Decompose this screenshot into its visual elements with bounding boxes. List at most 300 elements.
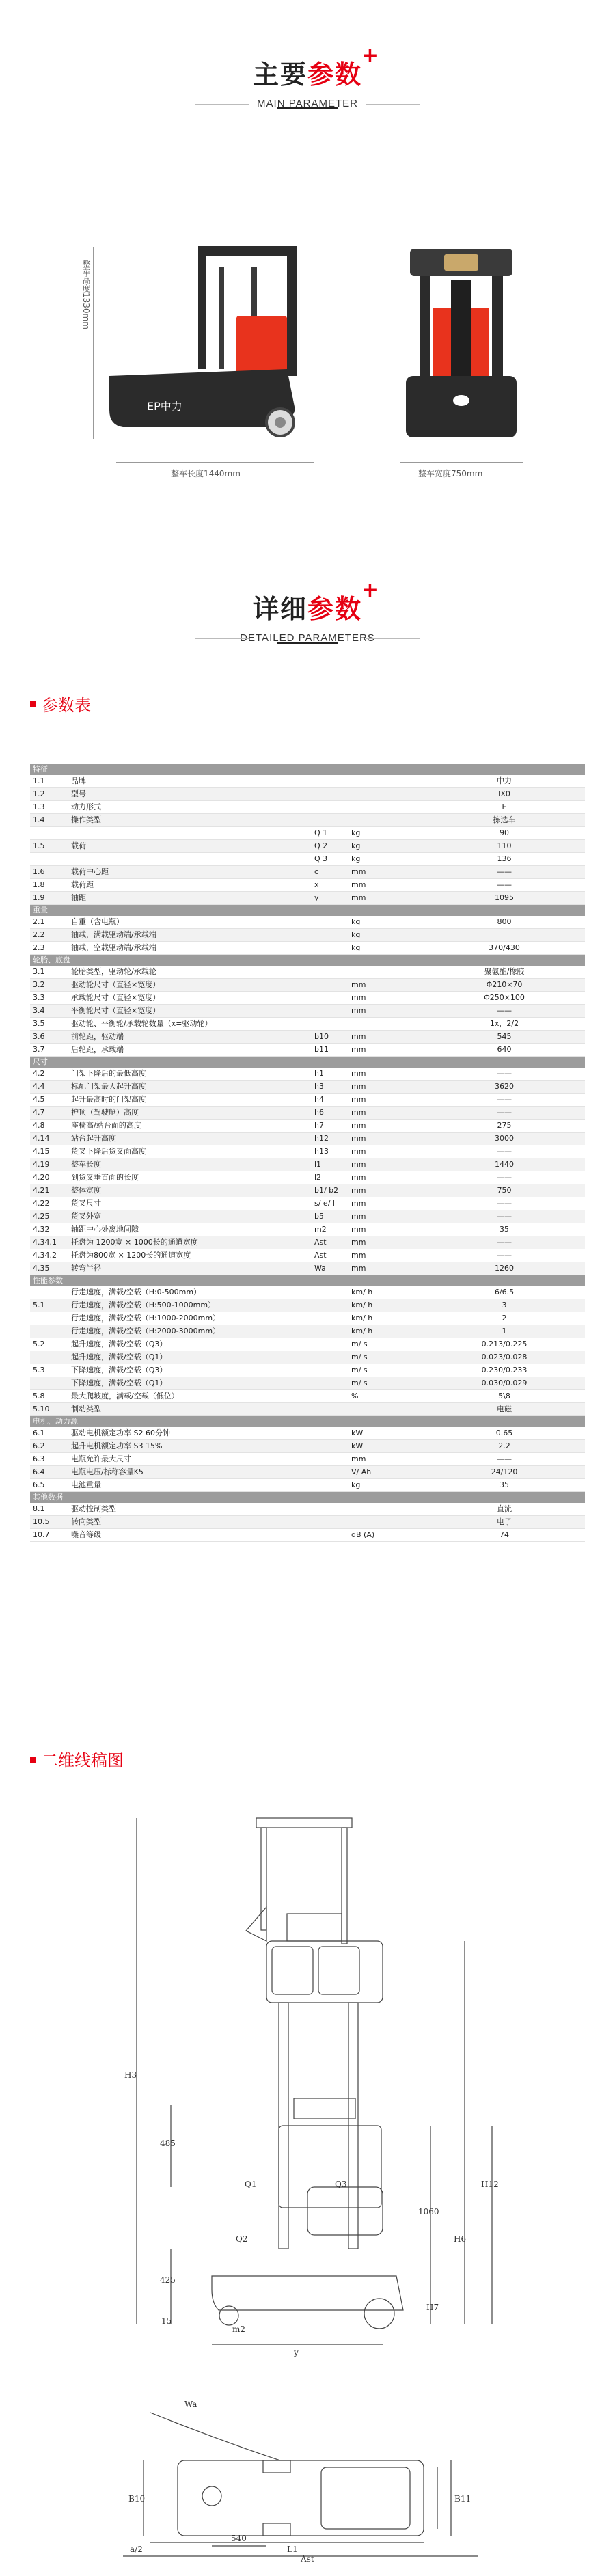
spec-symbol bbox=[314, 1440, 351, 1452]
spec-symbol bbox=[314, 1453, 351, 1465]
spec-unit: mm bbox=[351, 1147, 366, 1156]
spec-symbol bbox=[314, 916, 351, 928]
spec-symbol: Q 2 bbox=[314, 841, 328, 850]
spec-value: —— bbox=[497, 867, 512, 876]
spec-row bbox=[30, 1120, 585, 1133]
spec-desc: 下降速度，满载/空载（Q3） bbox=[71, 1366, 167, 1374]
spec-desc: 轴距中心处离地间隙 bbox=[71, 1225, 139, 1234]
svg-text:H6: H6 bbox=[454, 2234, 467, 2244]
spec-no: 6.4 bbox=[33, 1467, 45, 1476]
spec-unit: mm bbox=[351, 1069, 366, 1078]
spec-symbol bbox=[314, 788, 351, 800]
bullet-icon bbox=[30, 701, 36, 707]
spec-desc: 前轮距，驱动端 bbox=[71, 1032, 124, 1041]
spec-symbol: b1/ b2 bbox=[314, 1186, 339, 1195]
spec-unit: kg bbox=[351, 930, 361, 939]
spec-unit: mm bbox=[351, 1454, 366, 1463]
spec-symbol: x bbox=[314, 880, 319, 889]
spec-symbol bbox=[314, 1299, 351, 1312]
spec-symbol bbox=[314, 1516, 351, 1528]
svg-text:L1: L1 bbox=[287, 2545, 298, 2554]
spec-unit: km/ h bbox=[351, 1314, 373, 1323]
svg-text:H7: H7 bbox=[426, 2303, 439, 2312]
spec-unit: mm bbox=[351, 1186, 366, 1195]
spec-value: 35 bbox=[500, 1480, 509, 1489]
svg-text:Q1: Q1 bbox=[245, 2180, 257, 2189]
height-dimension-line bbox=[93, 247, 94, 439]
width-dimension-label: 整车宽度750mm bbox=[418, 469, 483, 478]
spec-row bbox=[30, 1325, 585, 1338]
spec-no: 3.6 bbox=[33, 1032, 45, 1041]
spec-desc: 载荷距 bbox=[71, 880, 94, 889]
spec-value: 1095 bbox=[495, 893, 514, 902]
spec-value: 0.030/0.029 bbox=[481, 1379, 528, 1387]
spec-no: 4.19 bbox=[33, 1160, 50, 1169]
spec-row bbox=[30, 1299, 585, 1312]
spec-unit: km/ h bbox=[351, 1327, 373, 1336]
spec-unit: mm bbox=[351, 1173, 366, 1182]
spec-row bbox=[30, 1171, 585, 1184]
spec-row bbox=[30, 814, 585, 827]
spec-no: 3.4 bbox=[33, 1006, 45, 1015]
spec-no: 1.2 bbox=[33, 789, 45, 798]
spec-symbol bbox=[314, 1338, 351, 1351]
spec-desc: 品牌 bbox=[71, 776, 86, 785]
spec-desc: 轮胎类型，驱动轮/承载轮 bbox=[71, 967, 156, 976]
spec-unit: mm bbox=[351, 1121, 366, 1130]
spec-no: 1.9 bbox=[33, 893, 45, 902]
spec-symbol: y bbox=[314, 893, 319, 902]
spec-unit: mm bbox=[351, 1108, 366, 1117]
spec-desc: 承载轮尺寸（直径×宽度） bbox=[71, 993, 161, 1002]
spec-symbol: s/ e/ l bbox=[314, 1199, 335, 1208]
spec-symbol: h6 bbox=[314, 1108, 324, 1117]
spec-unit: mm bbox=[351, 1238, 366, 1247]
spec-row bbox=[30, 1453, 585, 1466]
spec-group-header: 轮胎、底盘 bbox=[30, 955, 585, 966]
spec-value: 3 bbox=[502, 1301, 507, 1310]
spec-no bbox=[30, 1351, 71, 1364]
spec-symbol bbox=[314, 1364, 351, 1377]
spec-desc: 下降速度，满载/空载（Q1） bbox=[71, 1379, 167, 1387]
spec-no: 4.8 bbox=[33, 1121, 45, 1130]
spec-unit: mm bbox=[351, 980, 366, 989]
spec-value: 136 bbox=[497, 854, 512, 863]
spec-unit bbox=[351, 775, 424, 787]
spec-value: 电子 bbox=[497, 1517, 512, 1526]
spec-desc: 行走速度，满载/空载（H:500-1000mm） bbox=[71, 1301, 216, 1310]
spec-value: 3000 bbox=[495, 1134, 514, 1143]
spec-desc bbox=[71, 827, 314, 839]
spec-no: 2.1 bbox=[33, 917, 45, 926]
spec-row bbox=[30, 979, 585, 992]
spec-value: —— bbox=[497, 1095, 512, 1104]
spec-no: 10.7 bbox=[33, 1530, 50, 1539]
spec-desc: 货叉尺寸 bbox=[71, 1199, 101, 1208]
spec-value: 275 bbox=[497, 1121, 512, 1130]
spec-symbol: Wa bbox=[314, 1264, 326, 1273]
spec-no: 5.3 bbox=[33, 1366, 45, 1374]
spec-desc: 站台起升高度 bbox=[71, 1134, 116, 1143]
spec-desc: 制动类型 bbox=[71, 1405, 101, 1413]
spec-no bbox=[30, 827, 71, 839]
spec-unit: m/ s bbox=[351, 1353, 368, 1361]
spec-value: 2 bbox=[502, 1314, 507, 1323]
spec-value bbox=[424, 929, 585, 941]
spec-row bbox=[30, 775, 585, 788]
detailed-params-heading bbox=[0, 578, 615, 644]
spec-desc: 驱动控制类型 bbox=[71, 1504, 116, 1513]
spec-symbol bbox=[314, 1390, 351, 1402]
drawing-title: 二维线稿图 bbox=[30, 1747, 124, 1771]
length-dimension-line bbox=[116, 462, 314, 463]
spec-row bbox=[30, 840, 585, 853]
spec-no: 4.35 bbox=[33, 1264, 50, 1273]
spec-no: 4.15 bbox=[33, 1147, 50, 1156]
spec-no: 4.34.2 bbox=[33, 1251, 57, 1260]
truck-side-view bbox=[82, 239, 328, 451]
svg-text:485: 485 bbox=[160, 2139, 176, 2148]
spec-desc: 型号 bbox=[71, 789, 86, 798]
spec-value: —— bbox=[497, 880, 512, 889]
spec-symbol: Q 3 bbox=[314, 854, 328, 863]
spec-unit: kg bbox=[351, 828, 361, 837]
spec-row bbox=[30, 1094, 585, 1107]
spec-unit: mm bbox=[351, 1251, 366, 1260]
spec-unit: mm bbox=[351, 1225, 366, 1234]
spec-row bbox=[30, 1403, 585, 1416]
spec-row bbox=[30, 1466, 585, 1479]
spec-no: 3.2 bbox=[33, 980, 45, 989]
spec-no: 4.5 bbox=[33, 1095, 45, 1104]
spec-unit: mm bbox=[351, 1032, 366, 1041]
spec-desc: 托盘为 1200宽 × 1000长的通道宽度 bbox=[71, 1238, 198, 1247]
spec-desc: 载荷中心距 bbox=[71, 867, 109, 876]
spec-symbol bbox=[314, 1286, 351, 1299]
spec-no: 2.2 bbox=[33, 930, 45, 939]
spec-value: 0.230/0.233 bbox=[481, 1366, 528, 1374]
svg-text:1060: 1060 bbox=[418, 2207, 439, 2216]
spec-no bbox=[30, 1312, 71, 1325]
spec-table bbox=[30, 764, 585, 1542]
spec-desc: 载荷 bbox=[71, 841, 86, 850]
spec-no: 5.10 bbox=[33, 1405, 50, 1413]
spec-symbol bbox=[314, 801, 351, 813]
spec-unit: V/ Ah bbox=[351, 1467, 372, 1476]
spec-symbol bbox=[314, 1312, 351, 1325]
spec-row bbox=[30, 1427, 585, 1440]
spec-no: 4.20 bbox=[33, 1173, 50, 1182]
spec-desc: 托盘为800宽 × 1200长的通道宽度 bbox=[71, 1251, 191, 1260]
svg-text:B11: B11 bbox=[454, 2494, 472, 2504]
spec-no: 10.5 bbox=[33, 1517, 50, 1526]
spec-unit: mm bbox=[351, 1006, 366, 1015]
spec-row bbox=[30, 1133, 585, 1145]
spec-no: 4.22 bbox=[33, 1199, 50, 1208]
spec-row bbox=[30, 788, 585, 801]
spec-no: 6.5 bbox=[33, 1480, 45, 1489]
spec-desc: 轴距 bbox=[71, 893, 86, 902]
spec-row bbox=[30, 1068, 585, 1081]
spec-symbol bbox=[314, 1479, 351, 1491]
truck-front-view bbox=[396, 239, 526, 451]
spec-value: 545 bbox=[497, 1032, 512, 1041]
spec-value: 直流 bbox=[497, 1504, 512, 1513]
spec-desc: 平衡轮尺寸（直径×宽度） bbox=[71, 1006, 161, 1015]
spec-value: E bbox=[502, 802, 507, 811]
spec-symbol: h3 bbox=[314, 1082, 324, 1091]
spec-value: 35 bbox=[500, 1225, 509, 1234]
spec-row bbox=[30, 801, 585, 814]
spec-desc: 门架下降后的最低高度 bbox=[71, 1069, 146, 1078]
spec-desc: 操作类型 bbox=[71, 815, 101, 824]
svg-text:Wa: Wa bbox=[184, 2400, 197, 2409]
spec-value: 1 bbox=[502, 1327, 507, 1336]
spec-desc: 电瓶允许最大尺寸 bbox=[71, 1454, 131, 1463]
spec-desc: 轴载，空载驱动端/承载端 bbox=[71, 943, 156, 952]
spec-value: 110 bbox=[497, 841, 512, 850]
svg-text:H12: H12 bbox=[481, 2180, 499, 2189]
spec-unit: kW bbox=[351, 1441, 364, 1450]
spec-desc: 标配门架最大起升高度 bbox=[71, 1082, 146, 1091]
spec-value: Φ210×70 bbox=[486, 980, 523, 989]
spec-symbol bbox=[314, 1427, 351, 1439]
spec-unit: kg bbox=[351, 943, 361, 952]
spec-desc: 电瓶电压/标称容量K5 bbox=[71, 1467, 144, 1476]
spec-row bbox=[30, 1005, 585, 1018]
spec-no bbox=[30, 1286, 71, 1299]
spec-value: —— bbox=[497, 1454, 512, 1463]
spec-row bbox=[30, 1377, 585, 1390]
spec-unit: mm bbox=[351, 880, 366, 889]
spec-unit: mm bbox=[351, 1082, 366, 1091]
spec-unit: mm bbox=[351, 867, 366, 876]
spec-symbol: Q 1 bbox=[314, 828, 328, 837]
spec-row bbox=[30, 1338, 585, 1351]
spec-no: 3.3 bbox=[33, 993, 45, 1002]
spec-row bbox=[30, 866, 585, 879]
spec-value: 5\8 bbox=[498, 1392, 510, 1400]
spec-desc: 后轮距，承载端 bbox=[71, 1045, 124, 1054]
spec-symbol bbox=[314, 775, 351, 787]
spec-value: Φ250×100 bbox=[484, 993, 525, 1002]
spec-row bbox=[30, 1529, 585, 1542]
spec-row bbox=[30, 1184, 585, 1197]
spec-unit bbox=[351, 788, 424, 800]
spec-desc: 噪音等级 bbox=[71, 1530, 101, 1539]
detailed-params-title: 详细参数 + bbox=[252, 578, 381, 624]
spec-row bbox=[30, 929, 585, 942]
spec-desc: 起升电机额定功率 S3 15% bbox=[71, 1441, 163, 1450]
spec-no: 2.3 bbox=[33, 943, 45, 952]
spec-desc: 整体宽度 bbox=[71, 1186, 101, 1195]
spec-row bbox=[30, 1044, 585, 1057]
spec-symbol: h13 bbox=[314, 1147, 329, 1156]
spec-row bbox=[30, 1018, 585, 1031]
spec-table-title: 参数表 bbox=[30, 692, 91, 716]
spec-unit: kg bbox=[351, 841, 361, 850]
spec-row bbox=[30, 827, 585, 840]
spec-desc: 驱动轮尺寸（直径×宽度） bbox=[71, 980, 161, 989]
spec-no: 3.5 bbox=[33, 1019, 45, 1028]
svg-text:Q3: Q3 bbox=[335, 2180, 347, 2189]
spec-desc: 起升速度，满载/空载（Q1） bbox=[71, 1353, 167, 1361]
spec-row bbox=[30, 1516, 585, 1529]
spec-desc: 驱动电机额定功率 S2 60分钟 bbox=[71, 1428, 170, 1437]
spec-value: 370/430 bbox=[489, 943, 520, 952]
spec-symbol bbox=[314, 1005, 351, 1017]
svg-text:Ast: Ast bbox=[301, 2554, 314, 2563]
spec-value: IX0 bbox=[498, 789, 510, 798]
spec-unit bbox=[351, 1018, 424, 1030]
spec-no: 4.21 bbox=[33, 1186, 50, 1195]
svg-text:m2: m2 bbox=[232, 2324, 246, 2334]
spec-desc: 电池重量 bbox=[71, 1480, 101, 1489]
spec-row bbox=[30, 1262, 585, 1275]
spec-desc: 动力形式 bbox=[71, 802, 101, 811]
spec-value: —— bbox=[497, 1173, 512, 1182]
spec-symbol bbox=[314, 966, 351, 978]
spec-no: 3.7 bbox=[33, 1045, 45, 1054]
spec-value: 74 bbox=[500, 1530, 509, 1539]
spec-row bbox=[30, 1107, 585, 1120]
spec-desc: 行走速度，满载/空载（H:1000-2000mm） bbox=[71, 1314, 221, 1323]
spec-value: —— bbox=[497, 1147, 512, 1156]
spec-symbol bbox=[314, 1403, 351, 1415]
spec-no: 4.7 bbox=[33, 1108, 45, 1117]
spec-row bbox=[30, 916, 585, 929]
spec-symbol bbox=[314, 992, 351, 1004]
main-params-title: 主要参数 + bbox=[252, 44, 381, 90]
spec-value: 24/120 bbox=[491, 1467, 518, 1476]
spec-desc: 座椅高/站台面的高度 bbox=[71, 1121, 141, 1130]
spec-desc bbox=[71, 853, 314, 865]
spec-no: 4.14 bbox=[33, 1134, 50, 1143]
spec-unit: dB (A) bbox=[351, 1530, 375, 1539]
spec-unit: mm bbox=[351, 993, 366, 1002]
spec-row bbox=[30, 942, 585, 955]
spec-row bbox=[30, 1249, 585, 1262]
spec-value: 0.023/0.028 bbox=[481, 1353, 528, 1361]
spec-no bbox=[30, 1377, 71, 1389]
spec-unit bbox=[351, 1503, 424, 1515]
detailed-params-subtitle: DETAILED PARAMETERS bbox=[195, 632, 420, 644]
spec-value: 0.213/0.225 bbox=[481, 1340, 528, 1348]
spec-unit bbox=[351, 1403, 424, 1415]
spec-row bbox=[30, 1312, 585, 1325]
spec-value: —— bbox=[497, 1212, 512, 1221]
spec-symbol bbox=[314, 942, 351, 954]
spec-value: 中力 bbox=[497, 776, 512, 785]
spec-value: 3620 bbox=[495, 1082, 514, 1091]
spec-desc: 驱动轮、平衡轮/承载轮数量（x=驱动轮） bbox=[71, 1019, 213, 1028]
spec-value: 1440 bbox=[495, 1160, 514, 1169]
spec-row bbox=[30, 879, 585, 892]
length-dimension-label: 整车长度1440mm bbox=[171, 469, 241, 478]
spec-unit: kg bbox=[351, 917, 361, 926]
svg-text:y: y bbox=[294, 2348, 299, 2357]
spec-value: 1260 bbox=[495, 1264, 514, 1273]
svg-text:B10: B10 bbox=[128, 2494, 146, 2504]
spec-desc: 起升速度，满载/空载（Q3） bbox=[71, 1340, 167, 1348]
spec-symbol bbox=[314, 1325, 351, 1338]
spec-no bbox=[30, 1325, 71, 1338]
spec-symbol bbox=[314, 1377, 351, 1389]
spec-no: 5.2 bbox=[33, 1340, 45, 1348]
spec-no: 1.1 bbox=[33, 776, 45, 785]
spec-group-header: 尺寸 bbox=[30, 1057, 585, 1068]
spec-group-header: 性能参数 bbox=[30, 1275, 585, 1286]
spec-symbol bbox=[314, 1018, 351, 1030]
spec-value: —— bbox=[497, 1251, 512, 1260]
spec-desc: 货叉外宽 bbox=[71, 1212, 101, 1221]
spec-value: 640 bbox=[497, 1045, 512, 1054]
spec-row bbox=[30, 1158, 585, 1171]
spec-row bbox=[30, 992, 585, 1005]
spec-desc: 自重（含电瓶） bbox=[71, 917, 124, 926]
svg-text:425: 425 bbox=[160, 2275, 176, 2285]
spec-symbol: b11 bbox=[314, 1045, 329, 1054]
spec-row bbox=[30, 1210, 585, 1223]
spec-unit bbox=[351, 1516, 424, 1528]
spec-unit bbox=[351, 814, 424, 826]
spec-no: 5.8 bbox=[33, 1392, 45, 1400]
spec-row bbox=[30, 1390, 585, 1403]
spec-unit: mm bbox=[351, 893, 366, 902]
spec-value: 6/6.5 bbox=[494, 1288, 515, 1297]
spec-desc: 护顶（驾驶舱）高度 bbox=[71, 1108, 139, 1117]
spec-desc: 最大爬坡度，满载/空载（低位） bbox=[71, 1392, 179, 1400]
spec-unit bbox=[351, 801, 424, 813]
spec-unit: mm bbox=[351, 1045, 366, 1054]
spec-unit: mm bbox=[351, 1095, 366, 1104]
spec-desc: 行走速度，满载/空载（H:0-500mm） bbox=[71, 1288, 202, 1297]
spec-row bbox=[30, 853, 585, 866]
spec-no: 4.4 bbox=[33, 1082, 45, 1091]
spec-desc: 整车长度 bbox=[71, 1160, 101, 1169]
svg-text:EP中力: EP中力 bbox=[147, 400, 182, 413]
spec-desc: 行走速度，满载/空载（H:2000-3000mm） bbox=[71, 1327, 221, 1336]
spec-symbol bbox=[314, 1529, 351, 1541]
spec-symbol: h7 bbox=[314, 1121, 324, 1130]
spec-unit: mm bbox=[351, 1264, 366, 1273]
spec-value: —— bbox=[497, 1069, 512, 1078]
spec-row bbox=[30, 1236, 585, 1249]
spec-unit: kg bbox=[351, 1480, 361, 1489]
spec-no: 4.25 bbox=[33, 1212, 50, 1221]
spec-value: 0.65 bbox=[495, 1428, 513, 1437]
spec-symbol bbox=[314, 929, 351, 941]
spec-value: 2.2 bbox=[498, 1441, 510, 1450]
main-params-heading bbox=[0, 44, 615, 109]
spec-no: 1.4 bbox=[33, 815, 45, 824]
spec-row bbox=[30, 1503, 585, 1516]
bullet-icon bbox=[30, 1757, 36, 1763]
spec-unit: km/ h bbox=[351, 1288, 373, 1297]
spec-symbol: h12 bbox=[314, 1134, 329, 1143]
svg-text:15: 15 bbox=[161, 2316, 172, 2326]
main-params-subtitle: MAIN PARAMETER bbox=[195, 98, 420, 109]
spec-group-header: 重量 bbox=[30, 905, 585, 916]
spec-no: 4.32 bbox=[33, 1225, 50, 1234]
spec-unit: mm bbox=[351, 1134, 366, 1143]
spec-no bbox=[30, 853, 71, 865]
svg-text:a/2: a/2 bbox=[130, 2545, 143, 2554]
spec-row bbox=[30, 1479, 585, 1492]
spec-unit bbox=[351, 966, 424, 978]
spec-symbol: Ast bbox=[314, 1238, 327, 1247]
spec-symbol bbox=[314, 1351, 351, 1364]
